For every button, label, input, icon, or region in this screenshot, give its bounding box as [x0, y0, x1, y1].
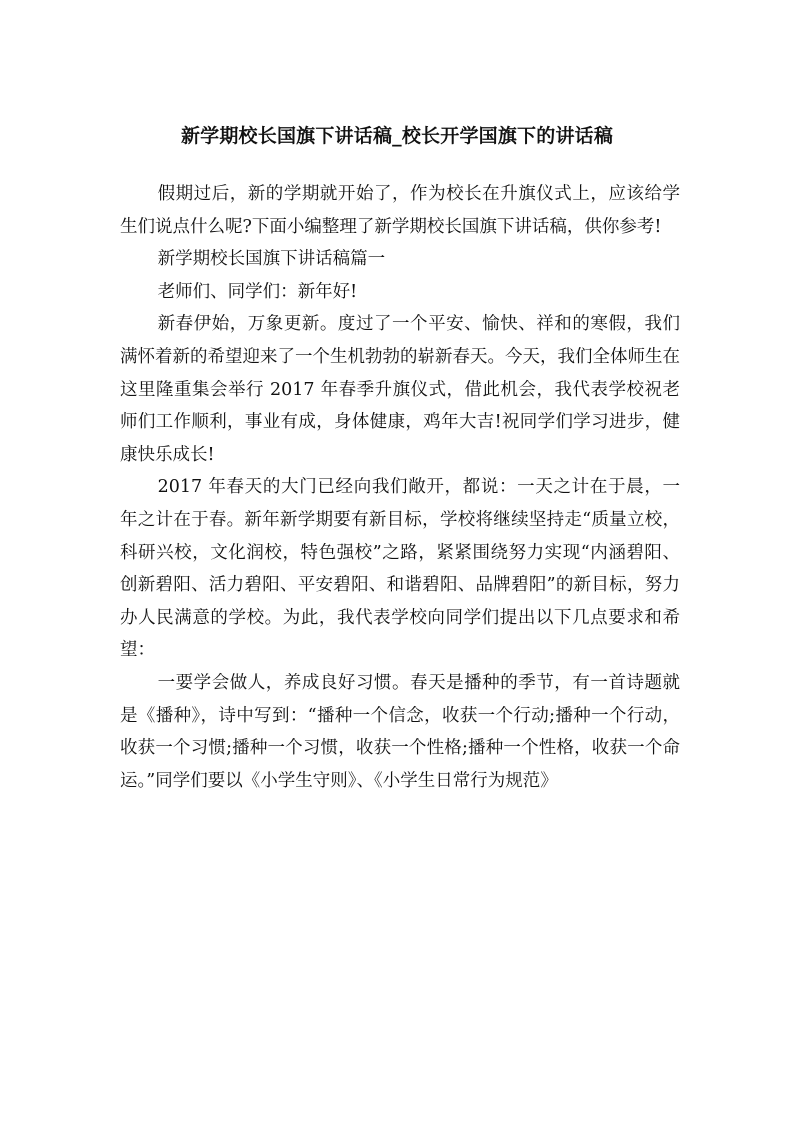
- body-paragraph: 新春伊始，万象更新。度过了一个平安、愉快、祥和的寒假，我们满怀着新的希望迎来了一个生机勃勃的崭新春天。今天，我们全体师生在这里隆重集会举行 2017 年春季升旗仪式，借此机会，我代表学校祝老师们工作顺利，事业有成，身体健康，鸡年大吉!祝同学们学习进步，健康快乐成长!: [120, 314, 680, 465]
- document-body: [120, 178, 680, 797]
- intro-paragraph: 假期过后，新的学期就开始了，作为校长在升旗仪式上，应该给学生们说点什么呢?下面小编整理了新学期校长国旗下讲话稿，供你参考!: [120, 184, 680, 237]
- body-paragraph: 2017 年春天的大门已经向我们敞开，都说：一天之计在于晨，一年之计在于春。新年新学期要有新目标，学校将继续坚持走“质量立校，科研兴校，文化润校，特色强校”之路，紧紧围绕努力实现“内涵碧阳、创新碧阳、活力碧阳、平安碧阳、和谐碧阳、品牌碧阳”的新目标，努力办人民满意的学校。为此，我代表学校向同学们提出以下几点要求和希望：: [120, 477, 680, 661]
- section-heading: 新学期校长国旗下讲话稿篇一: [157, 249, 386, 270]
- document-title: 新学期校长国旗下讲话稿_校长开学国旗下的讲话稿: [180, 125, 614, 147]
- greeting-line: 老师们、同学们：新年好!: [157, 281, 358, 302]
- body-paragraph: 一要学会做人，养成良好习惯。春天是播种的季节，有一首诗题就是《播种》，诗中写到：“播种一个信念，收获一个行动;播种一个行动，收获一个习惯;播种一个习惯，收获一个性格;播种一个性格，收获一个命运。”同学们要以《小学生守则》、《小学生日常行为规范》: [120, 672, 680, 791]
